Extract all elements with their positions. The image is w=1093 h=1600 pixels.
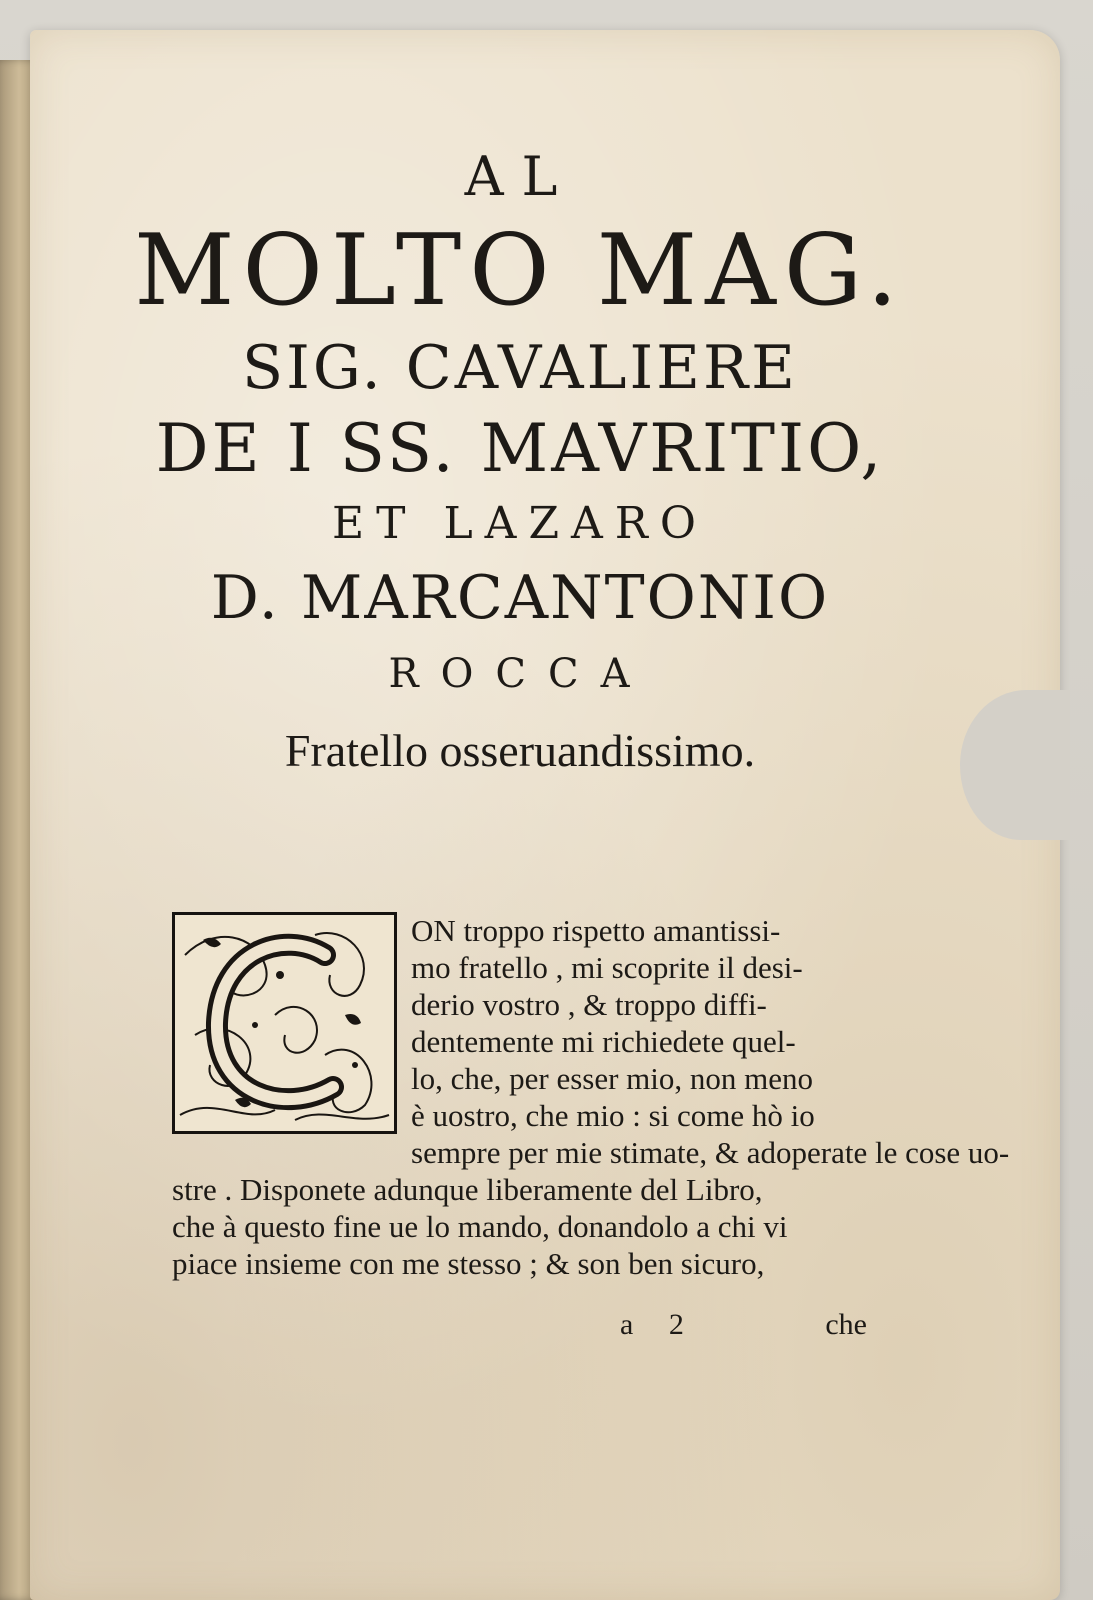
text-line: piace insieme con me stesso ; & son ben sicuro, xyxy=(172,1246,765,1281)
title-line-cavaliere: SIG. CAVALIERE xyxy=(242,333,798,403)
title-line-mauritio: DE I SS. MAVRITIO, xyxy=(155,410,885,487)
signature-mark: a 2 xyxy=(620,1308,698,1341)
page-footer xyxy=(620,1308,867,1342)
title-line-lazaro: ET LAZARO xyxy=(332,498,708,549)
decorated-initial-c-icon xyxy=(172,912,397,1134)
title-line-fratello: Fratello osseruandissimo. xyxy=(284,725,756,776)
text-line: derio vostro , & troppo diffi- xyxy=(411,987,767,1022)
title-line-rocca: ROCCA xyxy=(388,651,652,697)
catchword: che xyxy=(825,1308,867,1341)
text-line: mo fratello , mi scoprite il desi- xyxy=(411,950,803,985)
title-line-marcantonio: D. MARCANTONIO xyxy=(210,563,830,633)
dedication-text xyxy=(172,912,1010,1282)
title-line-al: AL xyxy=(464,145,576,208)
title-line-molto-mag: MOLTO MAG. xyxy=(134,214,906,328)
text-line: stre . Disponete adunque liberamente del Libro, xyxy=(172,1172,763,1207)
text-line: dentemente mi richiedete quel- xyxy=(411,1024,796,1059)
text-line: è uostro, che mio : si come hò io xyxy=(411,1098,815,1133)
dedication-title xyxy=(80,145,960,776)
text-line: lo, che, per esser mio, non meno xyxy=(411,1061,814,1096)
text-line: che à questo fine ue lo mando, donandolo a chi vi xyxy=(172,1209,788,1244)
text-line: ON troppo rispetto amantissi- xyxy=(411,913,781,948)
text-line: sempre per mie stimate, & adoperate le cose uo- xyxy=(411,1135,1010,1170)
